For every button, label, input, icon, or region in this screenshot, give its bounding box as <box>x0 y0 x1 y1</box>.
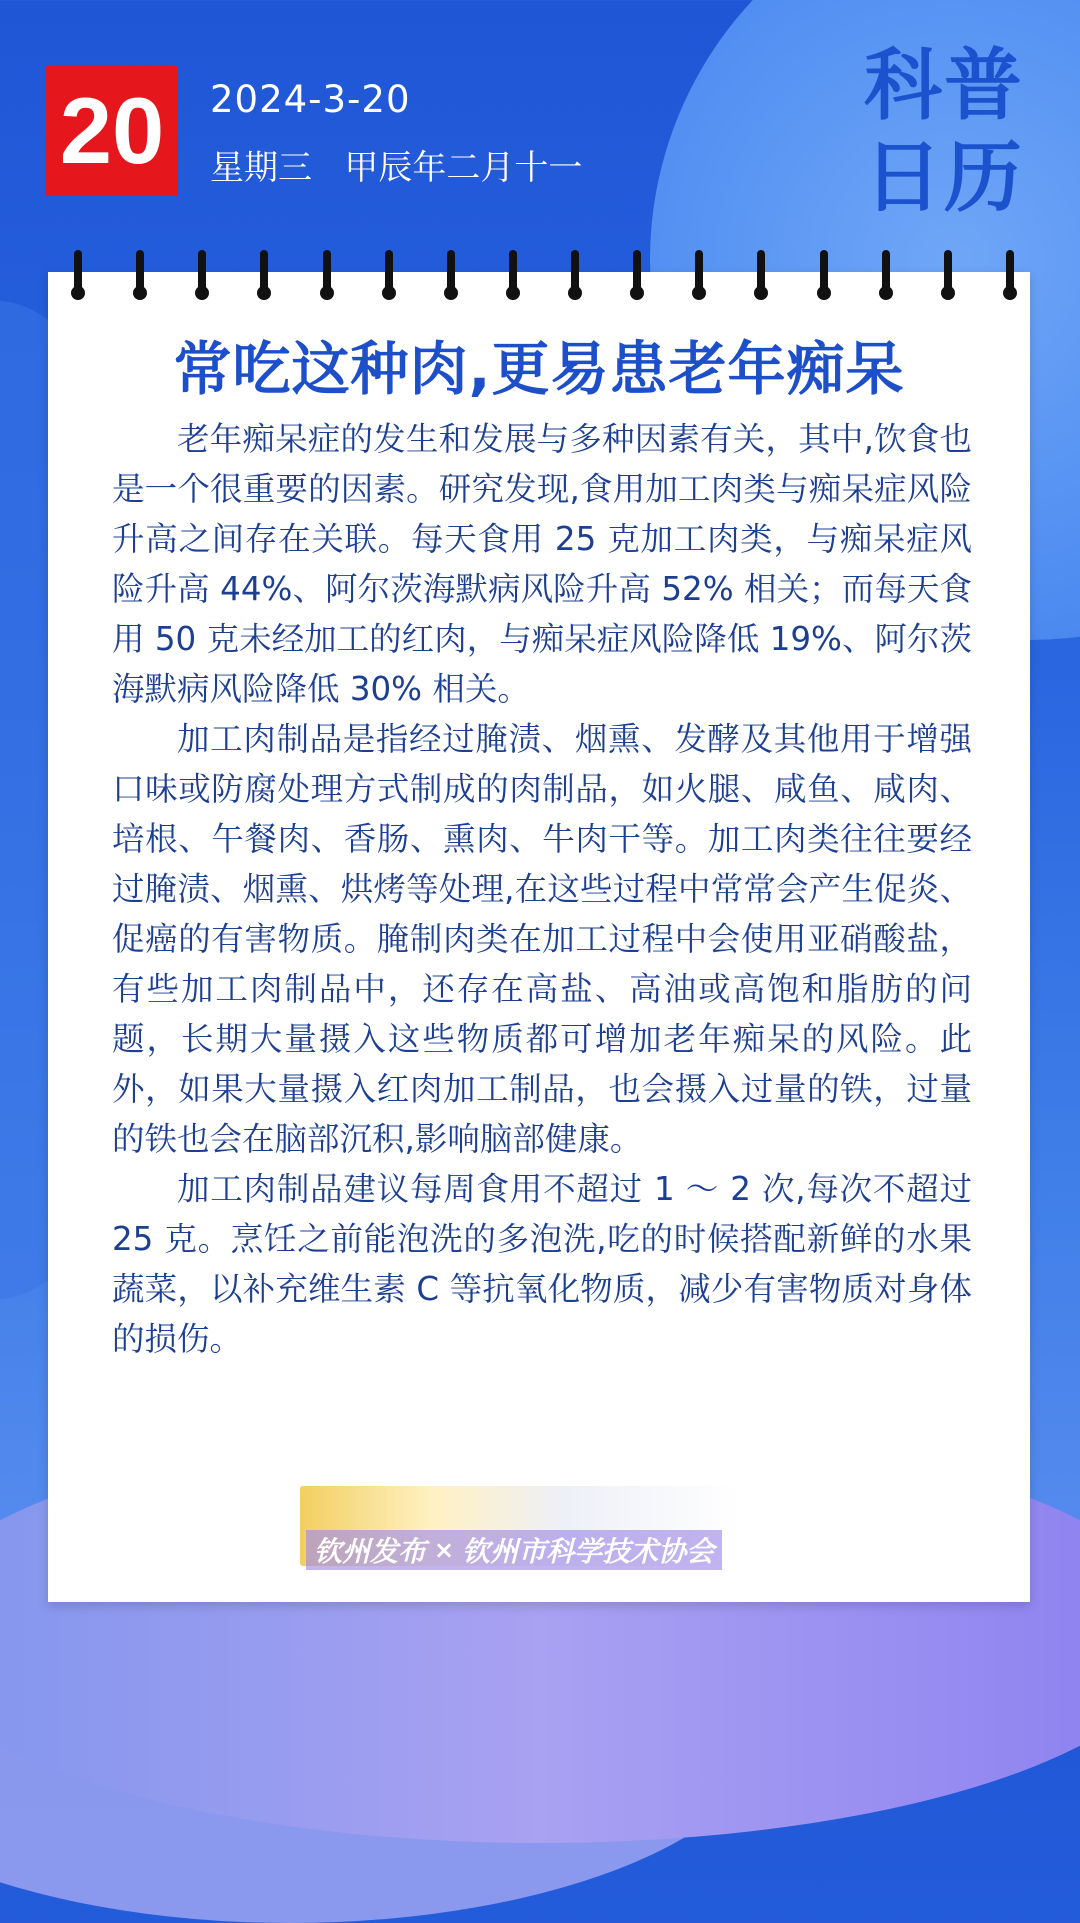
binder-ring <box>198 250 206 298</box>
binder-ring <box>385 250 393 298</box>
footer-publisher: 钦州发布 <box>314 1535 427 1568</box>
binder-ring <box>882 250 890 298</box>
article-body <box>112 414 972 1364</box>
brand-title: 科普日历 <box>863 41 1024 223</box>
binder-ring <box>260 250 268 298</box>
binder-ring <box>820 250 828 298</box>
date-text: 2024-3-20 <box>210 78 411 121</box>
binder-ring <box>136 250 144 298</box>
binder-ring <box>323 250 331 298</box>
binder-ring <box>757 250 765 298</box>
footer-partner: 钦州市科学技术协会 <box>462 1535 715 1568</box>
day-box <box>46 66 178 196</box>
footer-separator: × <box>434 1536 455 1564</box>
binder-ring <box>1006 250 1014 298</box>
article-paragraph: 老年痴呆症的发生和发展与多种因素有关，其中,饮食也是一个很重要的因素。研究发现,食用加工肉类与痴呆症风险升高之间存在关联。每天食用 25 克加工肉类，与痴呆症风险升高 44%、阿尔茨海默病风险升高 52% 相关；而每天食用 50 克未经加工的红肉，与痴呆症风险降低 19%、阿尔茨海默病风险降低 30% 相关。 <box>112 420 972 708</box>
article-title: 常吃这种肉,更易患老年痴呆 <box>173 335 905 403</box>
binder-ring <box>447 250 455 298</box>
binder-ring <box>633 250 641 298</box>
binder-ring <box>944 250 952 298</box>
weekday-lunar-text: 星期三 甲辰年二月十一 <box>210 148 583 188</box>
day-number: 20 <box>59 78 165 183</box>
binder-rings <box>74 250 1014 302</box>
binder-ring <box>74 250 82 298</box>
binder-ring <box>571 250 579 298</box>
binder-ring <box>695 250 703 298</box>
article-paragraph: 加工肉制品是指经过腌渍、烟熏、发酵及其他用于增强口味或防腐处理方式制成的肉制品，如火腿、咸鱼、咸肉、培根、午餐肉、香肠、熏肉、牛肉干等。加工肉类往往要经过腌渍、烟熏、烘烤等处理,在这些过程中常常会产生促炎、促癌的有害物质。腌制肉类在加工过程中会使用亚硝酸盐，有些加工肉制品中，还存在高盐、高油或高饱和脂肪的问题，长期大量摄入这些物质都可增加老年痴呆的风险。此外，如果大量摄入红肉加工制品，也会摄入过量的铁，过量的铁也会在脑部沉积,影响脑部健康。 <box>112 720 972 1158</box>
binder-ring <box>509 250 517 298</box>
article-paragraph: 加工肉制品建议每周食用不超过 1 ～ 2 次,每次不超过 25 克。烹饪之前能泡洗的多泡洗,吃的时候搭配新鲜的水果蔬菜，以补充维生素 C 等抗氧化物质，减少有害物质对身体的损伤。 <box>112 1170 972 1358</box>
footer-credits <box>306 1530 722 1570</box>
